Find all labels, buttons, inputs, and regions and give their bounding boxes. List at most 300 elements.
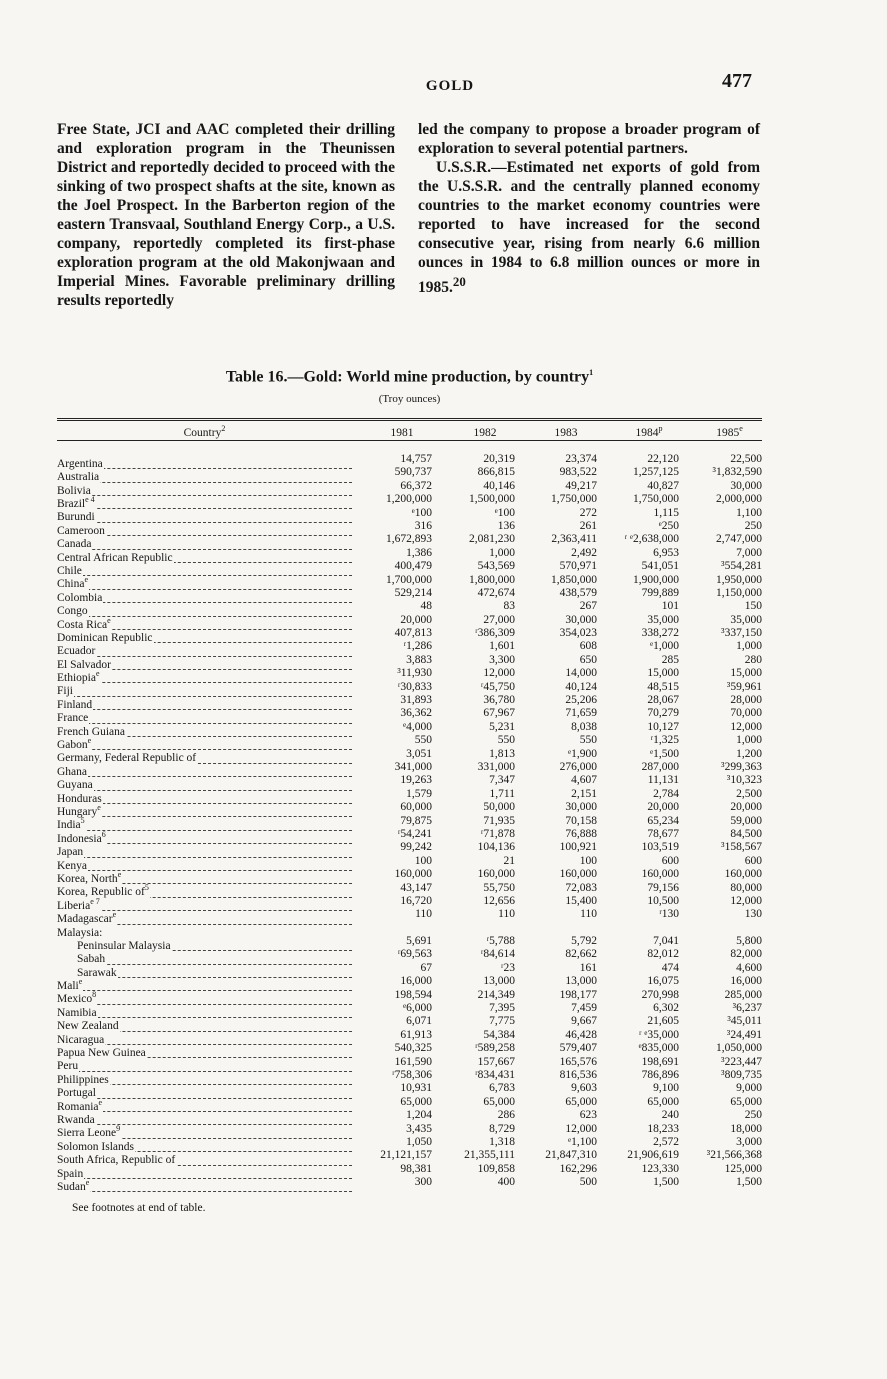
country-name: Romania	[57, 1100, 99, 1113]
value-cell: 65,000	[565, 1095, 597, 1108]
value-cell: ʳ5,788	[486, 935, 515, 948]
table-footnote: See footnotes at end of table.	[72, 1202, 206, 1214]
country-note: 5	[144, 883, 149, 893]
table-row	[57, 533, 762, 551]
value-cell: 20,000	[400, 613, 432, 626]
value-cell: 3,051	[406, 747, 432, 760]
value-cell: 2,500	[736, 787, 762, 800]
value-cell: ³1,832,590	[712, 466, 762, 479]
table-row	[57, 881, 762, 899]
value-cell: 5,691	[406, 935, 432, 948]
value-cell: 40,146	[483, 479, 515, 492]
value-cell: 98,381	[400, 1162, 432, 1175]
value-cell: 21	[503, 854, 515, 867]
country-name: Canada	[57, 538, 92, 551]
value-cell: 13,000	[565, 975, 597, 988]
value-cell: 579,407	[559, 1042, 597, 1055]
country-name: Argentina	[57, 457, 103, 470]
value-cell: 160,000	[477, 868, 515, 881]
value-cell: 59,000	[730, 814, 762, 827]
value-cell: 79,875	[400, 814, 432, 827]
table-row	[57, 747, 762, 765]
value-cell: 82,000	[730, 948, 762, 961]
table-row	[57, 1055, 762, 1073]
value-cell: 11,131	[647, 774, 679, 787]
value-cell: 1,257,125	[633, 466, 679, 479]
value-cell: 214,349	[477, 988, 515, 1001]
table-row	[57, 827, 762, 845]
country-name: Korea, Republic of	[57, 886, 145, 899]
value-cell: 1,500,000	[469, 493, 515, 506]
country-name: Chile	[57, 564, 82, 577]
value-cell: 110	[498, 908, 515, 921]
table-row	[57, 935, 762, 952]
value-cell: 65,000	[730, 1095, 762, 1108]
table-row	[57, 546, 762, 564]
value-cell: 150	[744, 600, 762, 613]
country-name: El Salvador	[57, 658, 111, 671]
value-cell: 543,569	[477, 560, 515, 573]
table-row	[57, 774, 762, 792]
value-cell: 12,000	[730, 720, 762, 733]
value-cell: 109,858	[477, 1162, 515, 1175]
value-cell: 1,500	[736, 1176, 762, 1189]
table-row	[57, 1122, 762, 1140]
left-text-column	[57, 120, 395, 310]
header-1985: 1985e	[716, 424, 743, 439]
table-row	[57, 841, 762, 859]
country-name: Peninsular Malaysia	[77, 939, 171, 952]
ussr-paragraph-text: —Estimated net exports of gold from the U.S.S.R. and the centrally planned economy countries to the market economy countries were reported to have increased for the second consecutive year, rising from nearly 6.6 million ounces in 1984 to 6.8 million ounces or more in 1985.	[418, 159, 760, 297]
right-paragraph-2	[418, 158, 760, 297]
value-cell: 1,579	[406, 787, 432, 800]
value-cell: 267	[579, 600, 597, 613]
value-cell: 40,124	[565, 680, 597, 693]
value-cell: ³554,281	[721, 560, 762, 573]
right-paragraph-1: led the company to propose a broader program of exploration to several potential partners.	[418, 121, 760, 157]
value-cell: 3,300	[489, 653, 515, 666]
value-cell: 50,000	[483, 801, 515, 814]
value-cell: 12,000	[483, 667, 515, 680]
value-cell: ³809,735	[721, 1068, 762, 1081]
value-cell: ʳ589,258	[475, 1042, 515, 1055]
table-row	[57, 868, 762, 885]
table-row	[57, 894, 762, 912]
value-cell: ʳ1,325	[650, 734, 679, 747]
header-1984: 1984$^p$	[635, 424, 663, 439]
value-cell: 16,000	[730, 975, 762, 988]
value-cell: 71,935	[483, 814, 515, 827]
value-cell: 8,729	[489, 1122, 515, 1135]
country-note: e	[85, 1178, 90, 1188]
value-cell: 285	[661, 653, 679, 666]
value-cell: 43,147	[400, 881, 432, 894]
country-name: Congo	[57, 605, 88, 618]
value-cell: 28,067	[647, 694, 679, 707]
value-cell: ᵉ1,500	[650, 747, 679, 760]
value-cell: ᵉ835,000	[638, 1042, 679, 1055]
value-cell: 2,151	[571, 787, 597, 800]
country-name: Burundi	[57, 511, 95, 524]
value-cell: 6,953	[653, 546, 679, 559]
table-row	[57, 1135, 762, 1153]
value-cell: ᵉ4,000	[403, 720, 432, 733]
value-cell: 7,000	[736, 546, 762, 559]
value-cell: 72,083	[565, 881, 597, 894]
value-cell: 400	[497, 1176, 515, 1189]
value-cell: 285,000	[724, 988, 762, 1001]
table-row	[57, 1042, 762, 1060]
value-cell: 27,000	[483, 613, 515, 626]
country-name: Sabah	[77, 953, 106, 966]
value-cell: 261	[579, 519, 597, 532]
ussr-run-in-heading: U.S.S.R.	[436, 159, 492, 176]
value-cell: 2,572	[653, 1135, 679, 1148]
value-cell: 76,888	[565, 827, 597, 840]
value-cell: 438,579	[559, 586, 597, 599]
value-cell: 1,711	[489, 787, 515, 800]
table-row	[57, 854, 762, 872]
country-name: Gabon	[57, 739, 88, 752]
country-name: Philippines	[57, 1073, 109, 1086]
country-name: Malaysia:	[57, 926, 103, 939]
table-row	[57, 493, 762, 510]
country-note: e	[95, 669, 100, 679]
value-cell: 1,050	[406, 1135, 432, 1148]
value-cell: 65,000	[400, 1095, 432, 1108]
value-cell: 6,783	[489, 1082, 515, 1095]
value-cell: 7,395	[489, 1002, 515, 1015]
country-note: e	[112, 910, 117, 920]
table-subtitle: (Troy ounces)	[378, 393, 441, 405]
value-cell: 198,594	[394, 988, 432, 1001]
value-cell: 101	[661, 600, 679, 613]
value-cell: 2,081,230	[469, 533, 515, 546]
country-name: New Zealand	[57, 1020, 119, 1033]
value-cell: 1,100	[736, 506, 762, 519]
value-cell: 1,318	[489, 1135, 515, 1148]
table-row	[57, 1068, 762, 1086]
value-cell: 1,200,000	[386, 493, 432, 506]
table-row	[57, 1082, 762, 1100]
value-cell: 60,000	[400, 801, 432, 814]
value-cell: ʳ758,306	[392, 1068, 432, 1081]
value-cell: 18,233	[647, 1122, 679, 1135]
value-cell: 21,906,619	[627, 1149, 679, 1162]
value-cell: 16,000	[400, 975, 432, 988]
value-cell: ʳ1,286	[403, 640, 432, 653]
header-1983: 1983	[554, 426, 578, 439]
value-cell: 1,601	[489, 640, 515, 653]
table-row	[57, 707, 762, 725]
value-cell: 590,737	[394, 466, 432, 479]
value-cell: 1,850,000	[551, 573, 597, 586]
value-cell: 407,813	[394, 627, 432, 640]
table-top-rule	[57, 418, 762, 419]
value-cell: 31,893	[400, 694, 432, 707]
country-name: Japan	[57, 846, 84, 859]
table-row	[57, 720, 762, 738]
value-cell: ᵉ6,000	[403, 1002, 432, 1015]
country-note: 9	[116, 1124, 121, 1134]
value-cell: 816,536	[559, 1068, 597, 1081]
country-name: Portugal	[57, 1087, 96, 1100]
value-cell: ᵉ100	[494, 506, 515, 519]
value-cell: 9,000	[736, 1082, 762, 1095]
country-name: Kenya	[57, 859, 88, 872]
country-name: Ecuador	[57, 645, 96, 658]
value-cell: 23,374	[565, 453, 597, 465]
value-cell: 1,150,000	[716, 586, 762, 599]
value-cell: ³45,011	[727, 1015, 762, 1028]
table-row	[57, 627, 762, 644]
table-row	[57, 506, 762, 524]
value-cell: 6,071	[406, 1015, 432, 1028]
country-note: e	[97, 803, 101, 813]
value-cell: 161,590	[394, 1055, 432, 1068]
value-cell: 541,051	[641, 560, 679, 573]
value-cell: 2,363,411	[551, 533, 597, 546]
country-note: e 4	[85, 495, 95, 505]
value-cell: 2,000,000	[716, 493, 762, 506]
country-name: Korea, North	[57, 872, 118, 885]
country-note: e	[87, 736, 92, 746]
value-cell: 650	[579, 653, 597, 666]
country-name: Sierra Leone	[57, 1127, 117, 1140]
value-cell: 7,775	[489, 1015, 515, 1028]
value-cell: 82,662	[565, 948, 597, 961]
value-cell: 100	[579, 854, 597, 867]
value-cell: 608	[579, 640, 597, 653]
value-cell: 331,000	[477, 760, 515, 773]
table-header-rule	[57, 440, 762, 441]
country-name: Germany, Federal Republic of	[57, 752, 197, 765]
value-cell: ³24,491	[726, 1028, 762, 1041]
table-row	[57, 653, 762, 671]
value-cell: 48	[420, 600, 432, 613]
value-cell: ³11,930	[397, 667, 432, 680]
value-cell: ᵉ250	[658, 519, 679, 532]
country-name: China	[57, 578, 85, 591]
value-cell: 1,204	[406, 1109, 432, 1122]
value-cell: 341,000	[394, 760, 432, 773]
country-note: 6	[101, 829, 106, 839]
value-cell: 474	[661, 961, 679, 974]
value-cell: 16,720	[400, 894, 432, 907]
value-cell: 799,889	[641, 586, 679, 599]
country-name: Peru	[57, 1060, 79, 1073]
value-cell: ʳ45,750	[480, 680, 515, 693]
value-cell: 7,459	[571, 1002, 597, 1015]
country-name: Liberia	[57, 899, 91, 912]
value-cell: 65,000	[647, 1095, 679, 1108]
country-name: Fiji	[57, 685, 73, 698]
value-cell: 99,242	[400, 841, 432, 854]
value-cell: 110	[415, 908, 432, 921]
value-cell: 123,330	[641, 1162, 679, 1175]
value-cell: 7,347	[489, 774, 515, 787]
value-cell: 250	[744, 1109, 762, 1122]
value-cell: 354,023	[559, 627, 597, 640]
country-name: Spain	[57, 1167, 84, 1180]
value-cell: 270,998	[641, 988, 679, 1001]
table-row	[57, 734, 762, 752]
country-name: French Guiana	[57, 725, 126, 738]
value-cell: 623	[579, 1109, 597, 1122]
value-cell: 67	[420, 961, 432, 974]
value-cell: 70,158	[565, 814, 597, 827]
country-name: Ethiopia	[57, 672, 96, 685]
table-row	[57, 453, 762, 470]
value-cell: 78,677	[647, 827, 679, 840]
value-cell: 30,000	[565, 801, 597, 814]
value-cell: ʳ ᵉ2,638,000	[624, 533, 679, 546]
value-cell: 2,747,000	[716, 533, 762, 546]
value-cell: 10,500	[647, 894, 679, 907]
value-cell: ʳ54,241	[397, 827, 432, 840]
value-cell: 472,674	[477, 586, 515, 599]
country-name: Brazil	[57, 498, 86, 510]
value-cell: 338,272	[641, 627, 679, 640]
country-name: Indonesia	[57, 832, 102, 845]
value-cell: 286	[497, 1109, 515, 1122]
value-cell: 54,384	[483, 1028, 515, 1041]
value-cell: 1,900,000	[633, 573, 679, 586]
table-row	[57, 1028, 762, 1046]
country-name: Colombia	[57, 591, 103, 604]
right-text-column	[418, 120, 760, 297]
value-cell: 20,319	[483, 453, 515, 465]
value-cell: 35,000	[730, 613, 762, 626]
value-cell: 198,691	[641, 1055, 679, 1068]
value-cell: 287,000	[641, 760, 679, 773]
value-cell: ʳ130	[659, 908, 679, 921]
country-name: Madagascar	[57, 913, 113, 926]
value-cell: 36,362	[400, 707, 432, 720]
value-cell: 22,120	[647, 453, 679, 465]
value-cell: 103,519	[641, 841, 679, 854]
country-name: Mexico	[57, 993, 93, 1006]
value-cell: 18,000	[730, 1122, 762, 1135]
running-header-title: GOLD	[425, 78, 475, 94]
value-cell: 1,500	[653, 1176, 679, 1189]
value-cell: 280	[744, 653, 762, 666]
country-name: Finland	[57, 698, 93, 711]
value-cell: 1,700,000	[386, 573, 432, 586]
table-row	[57, 988, 762, 1006]
value-cell: 49,217	[565, 479, 597, 492]
country-name: Mali	[57, 980, 79, 993]
value-cell: 20,000	[647, 801, 679, 814]
value-cell: 500	[579, 1176, 597, 1189]
value-cell: 160,000	[641, 868, 679, 881]
value-cell: ³10,323	[726, 774, 762, 787]
value-cell: 14,000	[565, 667, 597, 680]
table-row	[57, 787, 762, 805]
country-name: Bolivia	[57, 484, 91, 497]
country-name: Costa Rica	[57, 618, 108, 631]
value-cell: 160,000	[394, 868, 432, 881]
country-name: Solomon Islands	[57, 1140, 134, 1153]
value-cell: 165,576	[559, 1055, 597, 1068]
table-title-note: 1	[589, 368, 594, 377]
value-cell: 1,000	[489, 546, 515, 559]
value-cell: 66,372	[400, 479, 432, 492]
value-cell: 130	[744, 908, 762, 921]
value-cell: ʳ23	[501, 961, 515, 974]
value-cell: 15,000	[730, 667, 762, 680]
value-cell: ³299,363	[721, 760, 762, 773]
value-cell: 84,500	[730, 827, 762, 840]
country-note: 5	[80, 816, 85, 826]
country-name: Guyana	[57, 779, 93, 792]
value-cell: 21,121,157	[380, 1149, 432, 1162]
value-cell: ᵉ1,000	[650, 640, 679, 653]
value-cell: 61,913	[400, 1028, 432, 1041]
footnote-ref-20: 20	[452, 274, 466, 289]
country-name: Honduras	[57, 792, 102, 805]
country-name: Hungary	[57, 805, 98, 818]
value-cell: 55,750	[483, 881, 515, 894]
value-cell: 12,000	[730, 894, 762, 907]
value-cell: 1,750,000	[633, 493, 679, 506]
table-row	[57, 908, 762, 926]
value-cell: 136	[497, 519, 515, 532]
country-note: e	[84, 575, 89, 585]
value-cell: 83	[503, 600, 515, 613]
value-cell: 30,000	[565, 613, 597, 626]
value-cell: ³158,567	[721, 841, 762, 854]
table-row	[57, 466, 762, 484]
value-cell: 550	[497, 734, 515, 747]
value-cell: 1,000	[736, 640, 762, 653]
value-cell: 162,296	[559, 1162, 597, 1175]
value-cell: ³337,150	[721, 627, 762, 640]
value-cell: 82,012	[647, 948, 679, 961]
value-cell: ³59,961	[726, 680, 762, 693]
value-cell: 866,815	[477, 466, 515, 479]
table-row	[57, 961, 762, 979]
table-row	[57, 1015, 762, 1033]
country-note: 8	[92, 990, 97, 1000]
value-cell: 4,607	[571, 774, 597, 787]
value-cell: 28,000	[730, 694, 762, 707]
country-cell	[57, 1176, 352, 1194]
value-cell: 983,522	[559, 466, 597, 479]
table-row	[57, 600, 762, 618]
value-cell: ʳ834,431	[475, 1068, 515, 1081]
value-cell: ³223,447	[721, 1055, 762, 1068]
value-cell: 600	[661, 854, 679, 867]
value-cell: 1,386	[406, 546, 432, 559]
value-cell: 21,605	[647, 1015, 679, 1028]
value-cell: 10,931	[400, 1082, 432, 1095]
page-number: 477	[722, 70, 752, 92]
table-body	[57, 453, 762, 1193]
value-cell: ᵉ1,900	[568, 747, 597, 760]
country-note: e	[78, 977, 83, 987]
country-name: South Africa, Republic of	[57, 1154, 176, 1167]
value-cell: ᵉ100	[411, 506, 432, 519]
value-cell: 4,600	[736, 961, 762, 974]
value-cell: 529,214	[394, 586, 432, 599]
value-cell: 67,967	[483, 707, 515, 720]
value-cell: 21,355,111	[464, 1149, 515, 1162]
table-row	[57, 613, 762, 631]
value-cell: 272	[579, 506, 597, 519]
country-note: e	[98, 1097, 103, 1107]
value-cell: 12,000	[565, 1122, 597, 1135]
